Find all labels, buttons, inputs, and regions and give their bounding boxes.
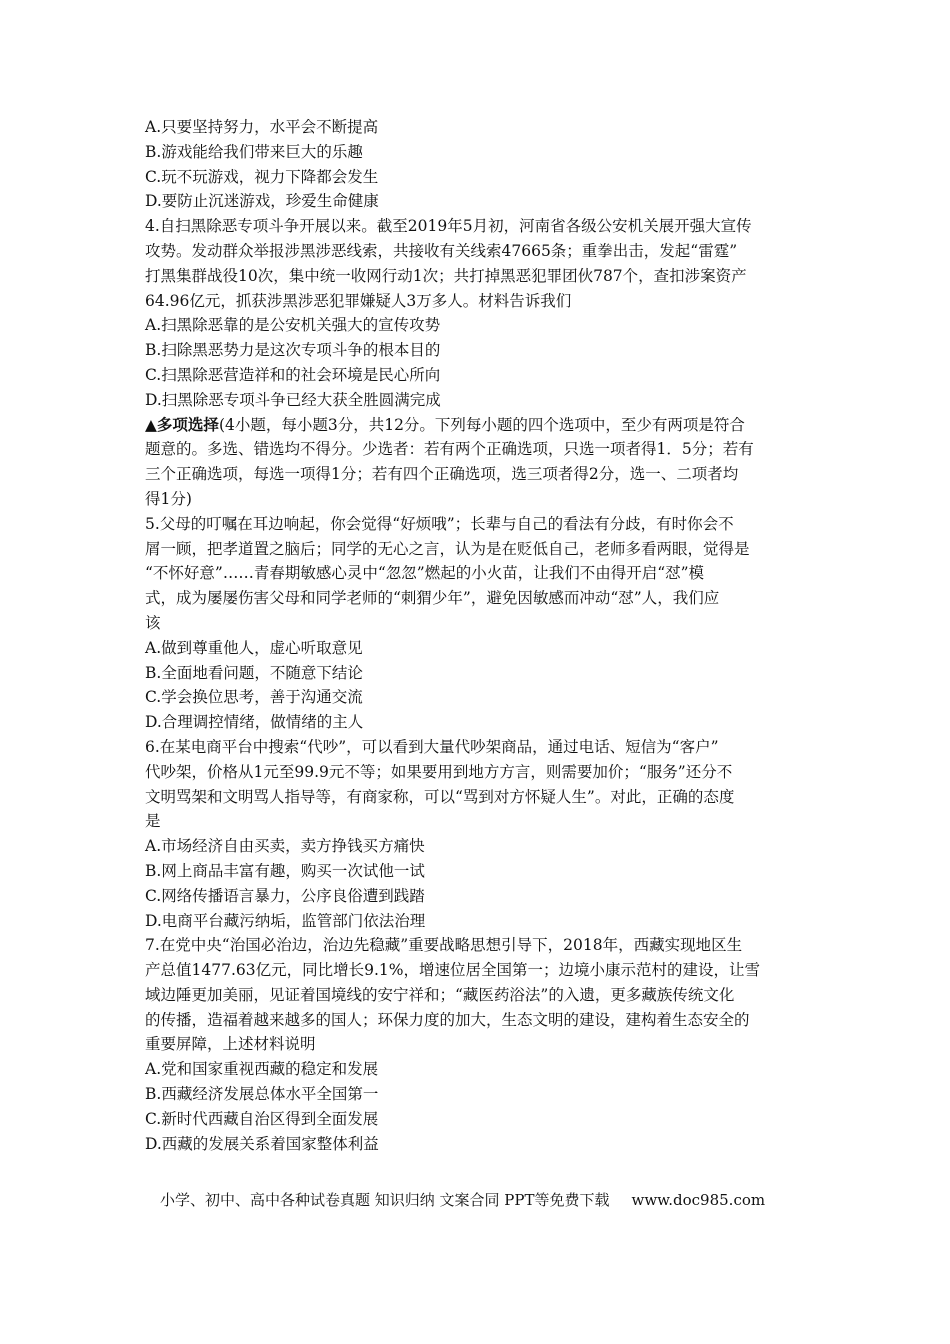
section-instruction-line: 得1分) [145,489,192,508]
q7-option-b: B.西藏经济发展总体水平全国第一 [145,1085,379,1104]
footer-url[interactable]: www.doc985.com [631,1191,766,1209]
q6-stem-line: 6.在某电商平台中搜索“代吵”，可以看到大量代吵架商品，通过电话、短信为“客户” [145,737,719,756]
section-instruction-line [145,413,807,438]
question-6 [145,735,807,933]
q6-option-c: C.网络传播语言暴力，公序良俗遭到践踏 [145,886,425,905]
q5-stem-line: “不怀好意”……青春期敏感心灵中“忽忽”燃起的小火苗，让我们不由得开启“怼”模 [145,564,705,583]
q4-stem-line: 攻势。发动群众举报涉黑涉恶线索，共接收有关线索47665条；重拳出击，发起“雷霆” [145,241,738,260]
q7-option-a: A.党和国家重视西藏的稳定和发展 [145,1060,379,1079]
q5-option-d: D.合理调控情绪，做情绪的主人 [145,713,364,732]
footer-text: 小学、初中、高中各种试卷真题 知识归纳 文案合同 PPT等免费下载 [160,1191,610,1209]
q5-option-b: B.全面地看问题，不随意下结论 [145,663,363,682]
question-3-options [145,115,807,214]
exam-content [145,115,807,1156]
q6-stem-line: 代吵架，价格从1元至99.9元不等；如果要用到地方方言，则需要加价；“服务”还分不 [145,762,733,781]
q3-option-c: C.玩不玩游戏，视力下降都会发生 [145,167,379,186]
section-instruction-text: (4小题，每小题3分，共12分。下列每小题的四个选项中，至少有两项是符合 [218,415,745,434]
q6-option-a: A.市场经济自由买卖，卖方挣钱买方痛快 [145,837,425,856]
question-4 [145,214,807,412]
q5-stem-line: 该 [145,613,161,632]
multiple-choice-section-header [145,413,807,512]
question-5 [145,512,807,735]
q7-stem-line: 域边陲更加美丽，见证着国境线的安宁祥和；“藏医药浴法”的入遗，更多藏族传统文化 [145,985,735,1004]
page-footer [160,1188,800,1212]
section-marker: ▲ [145,414,157,434]
q7-stem-line: 7.在党中央“治国必治边，治边先稳藏”重要战略思想引导下，2018年，西藏实现地区生 [145,936,743,955]
q6-option-b: B.网上商品丰富有趣，购买一次试他一试 [145,861,425,880]
q3-option-b: B.游戏能给我们带来巨大的乐趣 [145,142,363,161]
q4-stem-line: 4.自扫黑除恶专项斗争开展以来。截至2019年5月初，河南省各级公安机关展开强大宣传 [145,217,752,236]
q7-stem-line: 重要屏障，上述材料说明 [145,1035,316,1054]
section-instruction-line: 题意的。多选、错选均不得分。少选者：若有两个正确选项，只选一项者得1．5分；若有 [145,440,754,459]
q6-stem-line: 文明骂架和文明骂人指导等，有商家称，可以“骂到对方怀疑人生”。对此，正确的态度 [145,787,735,806]
q7-stem-line: 产总值1477.63亿元，同比增长9.1%，增速位居全国第一；边境小康示范村的建设，让雪 [145,961,760,980]
q5-option-c: C.学会换位思考，善于沟通交流 [145,688,363,707]
section-title: 多项选择 [156,414,219,434]
q4-option-b: B.扫除黑恶势力是这次专项斗争的根本目的 [145,341,441,360]
q4-option-c: C.扫黑除恶营造祥和的社会环境是民心所向 [145,365,441,384]
q4-stem-line: 打黑集群战役10次，集中统一收网行动1次；共打掉黑恶犯罪团伙787个，查扣涉案资产 [145,266,747,285]
q3-option-d: D.要防止沉迷游戏，珍爱生命健康 [145,192,379,211]
q7-option-c: C.新时代西藏自治区得到全面发展 [145,1109,379,1128]
section-instruction-line: 三个正确选项，每选一项得1分；若有四个正确选项，选三项者得2分，选一、二项者均 [145,465,739,484]
q4-option-a: A.扫黑除恶靠的是公安机关强大的宣传攻势 [145,316,441,335]
question-7 [145,933,807,1156]
q5-stem-line: 式，成为屡屡伤害父母和同学老师的“刺猬少年”，避免因敏感而冲动“怼”人，我们应 [145,589,720,608]
q6-option-d: D.电商平台藏污纳垢，监管部门依法治理 [145,911,426,930]
q5-option-a: A.做到尊重他人，虚心听取意见 [145,638,363,657]
q7-option-d: D.西藏的发展关系着国家整体利益 [145,1134,379,1153]
q5-stem-line: 屑一顾，把孝道置之脑后；同学的无心之言，认为是在贬低自己，老师多看两眼，觉得是 [145,539,750,558]
q5-stem-line: 5.父母的叮嘱在耳边响起，你会觉得“好烦哦”；长辈与自己的看法有分歧，有时你会不 [145,514,734,533]
q6-stem-line: 是 [145,812,161,831]
q4-option-d: D.扫黑除恶专项斗争已经大获全胜圆满完成 [145,390,441,409]
q4-stem-line: 64.96亿元，抓获涉黑涉恶犯罪嫌疑人3万多人。材料告诉我们 [145,291,572,310]
q7-stem-line: 的传播，造福着越来越多的国人；环保力度的加大，生态文明的建设，建构着生态安全的 [145,1010,750,1029]
q3-option-a: A.只要坚持努力，水平会不断提高 [145,118,379,136]
